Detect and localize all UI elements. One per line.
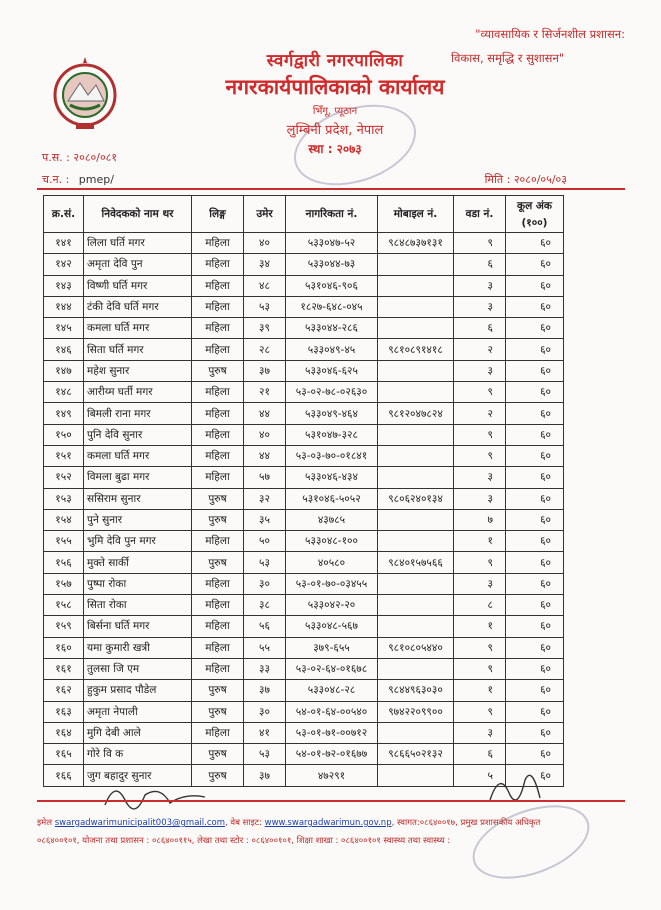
row-ward: ६ xyxy=(454,318,506,339)
row-ward: ९ xyxy=(454,382,506,403)
row-gender: पुरुष xyxy=(192,765,244,786)
row-sn: १५९ xyxy=(44,616,84,637)
table-row xyxy=(44,275,564,296)
slogan-line-1: "व्यावसायिक र सिर्जनशील प्रशासन: xyxy=(475,27,625,41)
table-row xyxy=(44,233,564,254)
row-marks: ६० xyxy=(506,296,564,317)
row-gender: पुरुष xyxy=(192,744,244,765)
row-ward: ९ xyxy=(454,701,506,722)
row-age: ५५ xyxy=(244,637,286,658)
row-sn: १४२ xyxy=(44,254,84,275)
slogan-line-2: विकास, समृद्धि र सुशासन" xyxy=(451,51,565,65)
table-row xyxy=(44,658,564,679)
row-ward: १ xyxy=(454,531,506,552)
col-total-marks xyxy=(506,196,564,233)
row-citizenship: ५३१०४६-९०६ xyxy=(286,275,378,296)
row-marks: ६० xyxy=(506,424,564,445)
table-row xyxy=(44,531,564,552)
office-province: लुम्बिनी प्रदेश, नेपाल xyxy=(286,123,384,138)
row-mobile xyxy=(378,360,454,381)
row-age: २८ xyxy=(244,339,286,360)
row-age: ३७ xyxy=(244,680,286,701)
row-mobile: ९८०६२४०१३४ xyxy=(378,488,454,509)
row-age: ५३ xyxy=(244,552,286,573)
row-citizenship: ५३३०४४-२८६ xyxy=(286,318,378,339)
row-name: अमृता देवि पुन xyxy=(84,254,192,275)
row-gender: पुरुष xyxy=(192,680,244,701)
row-ward: २ xyxy=(454,339,506,360)
row-age: ३० xyxy=(244,573,286,594)
row-gender: पुरुष xyxy=(192,488,244,509)
table-row xyxy=(44,616,564,637)
row-mobile: ९८६६५०२१३२ xyxy=(378,744,454,765)
row-sn: १६६ xyxy=(44,765,84,786)
row-age: ३७ xyxy=(244,765,286,786)
row-name: सिता घर्ति मगर xyxy=(84,339,192,360)
row-mobile xyxy=(378,509,454,530)
row-mobile xyxy=(378,318,454,339)
row-gender: महिला xyxy=(192,424,244,445)
row-mobile xyxy=(378,424,454,445)
row-citizenship: ४०५८० xyxy=(286,552,378,573)
row-mobile xyxy=(378,445,454,466)
row-sn: १४६ xyxy=(44,339,84,360)
row-gender: महिला xyxy=(192,254,244,275)
office-place: भिँगू, प्यूठान xyxy=(312,106,358,117)
table-row xyxy=(44,722,564,743)
row-ward: ३ xyxy=(454,360,506,381)
row-name: टंकी देवि घर्ति मगर xyxy=(84,296,192,317)
nepal-emblem-icon xyxy=(50,55,120,135)
row-gender: महिला xyxy=(192,296,244,317)
row-citizenship: ३७९-६५५ xyxy=(286,637,378,658)
row-name: पुने सुनार xyxy=(84,509,192,530)
row-citizenship: ५३३०४८-५६७ xyxy=(286,616,378,637)
table-row xyxy=(44,318,564,339)
row-name: आरीय्म घर्ती मगर xyxy=(84,382,192,403)
row-mobile xyxy=(378,616,454,637)
table-row xyxy=(44,445,564,466)
row-marks: ६० xyxy=(506,467,564,488)
row-ward: ९ xyxy=(454,552,506,573)
row-ward: ८ xyxy=(454,595,506,616)
header-divider xyxy=(37,188,625,190)
row-ward: ६ xyxy=(454,744,506,765)
row-ward: ३ xyxy=(454,296,506,317)
table-row xyxy=(44,339,564,360)
col-mobile: मोबाइल नं. xyxy=(378,196,454,233)
row-ward: ३ xyxy=(454,275,506,296)
row-sn: १६१ xyxy=(44,658,84,679)
row-ward: १ xyxy=(454,680,506,701)
row-age: ३५ xyxy=(244,509,286,530)
row-mobile xyxy=(378,382,454,403)
row-marks: ६० xyxy=(506,637,564,658)
row-gender: पुरुष xyxy=(192,552,244,573)
row-mobile: ९८१२०४७८२४ xyxy=(378,403,454,424)
row-age: ५३ xyxy=(244,296,286,317)
row-mobile: ९८४४९६३०३० xyxy=(378,680,454,701)
row-marks: ६० xyxy=(506,680,564,701)
row-sn: १४४ xyxy=(44,296,84,317)
dispatch-value: pmep/ xyxy=(78,173,114,186)
table-row xyxy=(44,637,564,658)
row-gender: महिला xyxy=(192,595,244,616)
row-ward: ९ xyxy=(454,233,506,254)
row-age: ५७ xyxy=(244,467,286,488)
row-ward: ३ xyxy=(454,573,506,594)
email-label: इमेल xyxy=(37,818,53,828)
row-citizenship: ५३३०४६-६२५ xyxy=(286,360,378,381)
row-marks: ६० xyxy=(506,701,564,722)
footer-contacts xyxy=(37,814,629,850)
row-sn: १५७ xyxy=(44,573,84,594)
row-name: मुक्ते सार्की xyxy=(84,552,192,573)
dispatch-label: च.न. : xyxy=(42,173,70,186)
row-mobile xyxy=(378,573,454,594)
row-sn: १४८ xyxy=(44,382,84,403)
row-age: ४१ xyxy=(244,722,286,743)
row-name: विष्णी घर्ति मगर xyxy=(84,275,192,296)
row-name: हुकुम प्रसाद पौडेल xyxy=(84,680,192,701)
row-name: कमला घर्ति मगर xyxy=(84,445,192,466)
row-name: मुगि देबी आले xyxy=(84,722,192,743)
row-mobile xyxy=(378,722,454,743)
table-row xyxy=(44,296,564,317)
col-total-marks-label: कूल अंक xyxy=(517,199,552,212)
row-sn: १६५ xyxy=(44,744,84,765)
row-ward: ९ xyxy=(454,637,506,658)
row-age: ३९ xyxy=(244,318,286,339)
row-mobile xyxy=(378,531,454,552)
row-mobile xyxy=(378,254,454,275)
row-age: ३२ xyxy=(244,488,286,509)
row-sn: १४९ xyxy=(44,403,84,424)
row-citizenship: ५४-०१-६४-००५४० xyxy=(286,701,378,722)
row-citizenship: ५३-०२-७८-०२६३० xyxy=(286,382,378,403)
row-name: महेश सुनार xyxy=(84,360,192,381)
row-name: पुष्पा रोका xyxy=(84,573,192,594)
row-citizenship: ५४-०१-७२-०१६७७ xyxy=(286,744,378,765)
footer-line-2: ०८६४००१०१, योजना तथा प्रशासन : ०८६४००११५, लेखा तथा स्टोर : ०८६४००१०१, शिक्षा शाखा : ०८६४००१०१ स्वास्थ्य तथा स्वास्थ्य : xyxy=(37,836,451,846)
row-age: ५० xyxy=(244,531,286,552)
row-gender: महिला xyxy=(192,233,244,254)
row-name: बिमली राना मगर xyxy=(84,403,192,424)
table-row xyxy=(44,680,564,701)
row-citizenship: ४७२९१ xyxy=(286,765,378,786)
row-sn: १४३ xyxy=(44,275,84,296)
row-citizenship: ५३३०४९-४५ xyxy=(286,339,378,360)
row-age: ४८ xyxy=(244,275,286,296)
row-ward: ९ xyxy=(454,424,506,445)
table-row xyxy=(44,701,564,722)
row-ward: ३ xyxy=(454,722,506,743)
row-name: तुलसा जि एम xyxy=(84,658,192,679)
row-mobile xyxy=(378,296,454,317)
row-citizenship: ५३१०४७-३२८ xyxy=(286,424,378,445)
row-name: भुमि देवि पुन मगर xyxy=(84,531,192,552)
municipality-name: स्वर्गद्वारी नगरपालिका xyxy=(266,51,404,71)
row-citizenship: ५३-०१-७१-००७१२ xyxy=(286,722,378,743)
row-citizenship: १८२७-६४८-०४५ xyxy=(286,296,378,317)
row-name: पुनि देवि सुनार xyxy=(84,424,192,445)
table-row xyxy=(44,488,564,509)
table-row xyxy=(44,467,564,488)
row-age: ५३ xyxy=(244,744,286,765)
row-citizenship: ५३३०४४-७३ xyxy=(286,254,378,275)
col-name: निवेदकको नाम थर xyxy=(84,196,192,233)
row-age: २१ xyxy=(244,382,286,403)
row-gender: महिला xyxy=(192,467,244,488)
row-marks: ६० xyxy=(506,658,564,679)
row-marks: ६० xyxy=(506,488,564,509)
table-header-row xyxy=(44,196,564,233)
row-gender: पुरुष xyxy=(192,509,244,530)
row-name: सिता रोका xyxy=(84,595,192,616)
row-citizenship: ५३३०४९-४६४ xyxy=(286,403,378,424)
row-age: ४४ xyxy=(244,403,286,424)
row-sn: १५२ xyxy=(44,467,84,488)
table-row xyxy=(44,552,564,573)
table-body xyxy=(44,233,564,787)
row-name: विमला बुढा मगर xyxy=(84,467,192,488)
row-gender: पुरुष xyxy=(192,360,244,381)
row-gender: महिला xyxy=(192,318,244,339)
row-name: यमा कुमारी खत्री xyxy=(84,637,192,658)
row-citizenship: ५३१०४६-५०५२ xyxy=(286,488,378,509)
row-marks: ६० xyxy=(506,573,564,594)
row-gender: पुरुष xyxy=(192,701,244,722)
row-marks: ६० xyxy=(506,339,564,360)
row-sn: १६३ xyxy=(44,701,84,722)
row-citizenship: ५३३०४६-४३४ xyxy=(286,467,378,488)
row-marks: ६० xyxy=(506,509,564,530)
row-sn: १६४ xyxy=(44,722,84,743)
office-established: स्था : २०७३ xyxy=(308,142,362,156)
row-mobile xyxy=(378,765,454,786)
row-age: ३० xyxy=(244,701,286,722)
row-marks: ६० xyxy=(506,233,564,254)
row-sn: १५१ xyxy=(44,445,84,466)
row-mobile: ९८१०८९१४१८ xyxy=(378,339,454,360)
row-mobile xyxy=(378,467,454,488)
row-marks: ६० xyxy=(506,275,564,296)
row-sn: १६२ xyxy=(44,680,84,701)
row-name: जुग बहादुर सुनार xyxy=(84,765,192,786)
row-ward: १ xyxy=(454,616,506,637)
table-row xyxy=(44,595,564,616)
row-ward: ९ xyxy=(454,658,506,679)
col-gender: लिङ्ग xyxy=(192,196,244,233)
row-sn: १४५ xyxy=(44,318,84,339)
row-sn: १५० xyxy=(44,424,84,445)
row-sn: १४१ xyxy=(44,233,84,254)
office-name: नगरकार्यपालिकाको कार्यालय xyxy=(225,75,445,99)
row-sn: १४७ xyxy=(44,360,84,381)
row-marks: ६० xyxy=(506,616,564,637)
row-citizenship: ५३३०४२-२० xyxy=(286,595,378,616)
col-ward: वडा नं. xyxy=(454,196,506,233)
row-citizenship: ५३-०३-७०-०१८४१ xyxy=(286,445,378,466)
row-marks: ६० xyxy=(506,531,564,552)
col-citizenship: नागरिकता नं. xyxy=(286,196,378,233)
col-age: उमेर xyxy=(244,196,286,233)
row-age: ४० xyxy=(244,233,286,254)
row-marks: ६० xyxy=(506,552,564,573)
row-age: ३४ xyxy=(244,254,286,275)
row-ward: ३ xyxy=(454,467,506,488)
row-citizenship: ४३७८५ xyxy=(286,509,378,530)
row-name: लिला घर्ति मगर xyxy=(84,233,192,254)
footer-line-1: इमेल swargadwarimunicipalit003@gmail.com, वेब साइट: www.swargadwarimun.gov.np, स्वागत:०८६४००१७, प्रमुख प्रशासकीय अधिकृत xyxy=(37,818,541,828)
row-mobile xyxy=(378,595,454,616)
row-ward: ३ xyxy=(454,488,506,509)
row-gender: महिला xyxy=(192,382,244,403)
row-sn: १५३ xyxy=(44,488,84,509)
row-ward: ५ xyxy=(454,765,506,786)
row-name: बिर्सना घर्ति मगर xyxy=(84,616,192,637)
row-citizenship: ५३३०४८-२८ xyxy=(286,680,378,701)
row-marks: ६० xyxy=(506,382,564,403)
row-gender: महिला xyxy=(192,573,244,594)
row-age: ५६ xyxy=(244,616,286,637)
website-link[interactable]: www.swargadwarimun.gov.np xyxy=(264,818,392,828)
row-age: ३८ xyxy=(244,595,286,616)
letter-number: प.स. : २०८०/०८१ xyxy=(42,151,118,164)
row-mobile: ९८१०८०५४४० xyxy=(378,637,454,658)
table-row xyxy=(44,573,564,594)
row-name: कमला घर्ति मगर xyxy=(84,318,192,339)
row-name: ससिराम सुनार xyxy=(84,488,192,509)
row-gender: महिला xyxy=(192,722,244,743)
row-age: ४० xyxy=(244,424,286,445)
email-link[interactable]: swargadwarimunicipalit003@gmail.com xyxy=(54,818,225,828)
row-sn: १५८ xyxy=(44,595,84,616)
row-mobile: ९८४०१५७५६६ xyxy=(378,552,454,573)
row-mobile: ९७४२२०९९०० xyxy=(378,701,454,722)
row-marks: ६० xyxy=(506,744,564,765)
row-sn: १६० xyxy=(44,637,84,658)
col-sn: क्र.सं. xyxy=(44,196,84,233)
col-total-marks-max: (१००) xyxy=(521,216,548,229)
footer-divider xyxy=(37,800,625,802)
row-marks: ६० xyxy=(506,445,564,466)
signature-left xyxy=(100,775,210,815)
row-sn: १५५ xyxy=(44,531,84,552)
table-row xyxy=(44,360,564,381)
row-age: ३३ xyxy=(244,658,286,679)
website-label: वेब साइट: xyxy=(230,818,262,828)
row-citizenship: ५३३०४७-५२ xyxy=(286,233,378,254)
footer-phones-1: स्वागत:०८६४००१७, प्रमुख प्रशासकीय अधिकृत xyxy=(397,818,541,828)
table-row xyxy=(44,382,564,403)
row-ward: २ xyxy=(454,403,506,424)
row-gender: महिला xyxy=(192,445,244,466)
row-gender: महिला xyxy=(192,616,244,637)
table-row xyxy=(44,424,564,445)
row-marks: ६० xyxy=(506,765,564,786)
row-citizenship: ५३-०१-७०-०३४५५ xyxy=(286,573,378,594)
row-citizenship: ५३३०४८-१०० xyxy=(286,531,378,552)
row-sn: १५६ xyxy=(44,552,84,573)
letter-date: मिति : २०८०/०५/०३ xyxy=(484,173,567,186)
dispatch-number xyxy=(42,172,114,187)
row-marks: ६० xyxy=(506,722,564,743)
row-sn: १५४ xyxy=(44,509,84,530)
row-gender: महिला xyxy=(192,339,244,360)
row-ward: ९ xyxy=(454,445,506,466)
row-mobile xyxy=(378,658,454,679)
row-gender: महिला xyxy=(192,637,244,658)
row-mobile xyxy=(378,275,454,296)
row-age: ४४ xyxy=(244,445,286,466)
row-ward: ७ xyxy=(454,509,506,530)
row-name: अमृता नेपाली xyxy=(84,701,192,722)
row-mobile: ९८४८७३७१३१ xyxy=(378,233,454,254)
row-marks: ६० xyxy=(506,403,564,424)
row-marks: ६० xyxy=(506,595,564,616)
row-citizenship: ५३-०२-६४-०१६७८ xyxy=(286,658,378,679)
applicant-table xyxy=(43,195,564,787)
table-row xyxy=(44,254,564,275)
row-marks: ६० xyxy=(506,360,564,381)
row-gender: महिला xyxy=(192,531,244,552)
row-name: गोरे वि क xyxy=(84,744,192,765)
row-gender: महिला xyxy=(192,658,244,679)
row-ward: ६ xyxy=(454,254,506,275)
table-row xyxy=(44,509,564,530)
row-gender: महिला xyxy=(192,403,244,424)
row-marks: ६० xyxy=(506,318,564,339)
table-row xyxy=(44,403,564,424)
row-gender: महिला xyxy=(192,275,244,296)
row-marks: ६० xyxy=(506,254,564,275)
row-age: ३७ xyxy=(244,360,286,381)
